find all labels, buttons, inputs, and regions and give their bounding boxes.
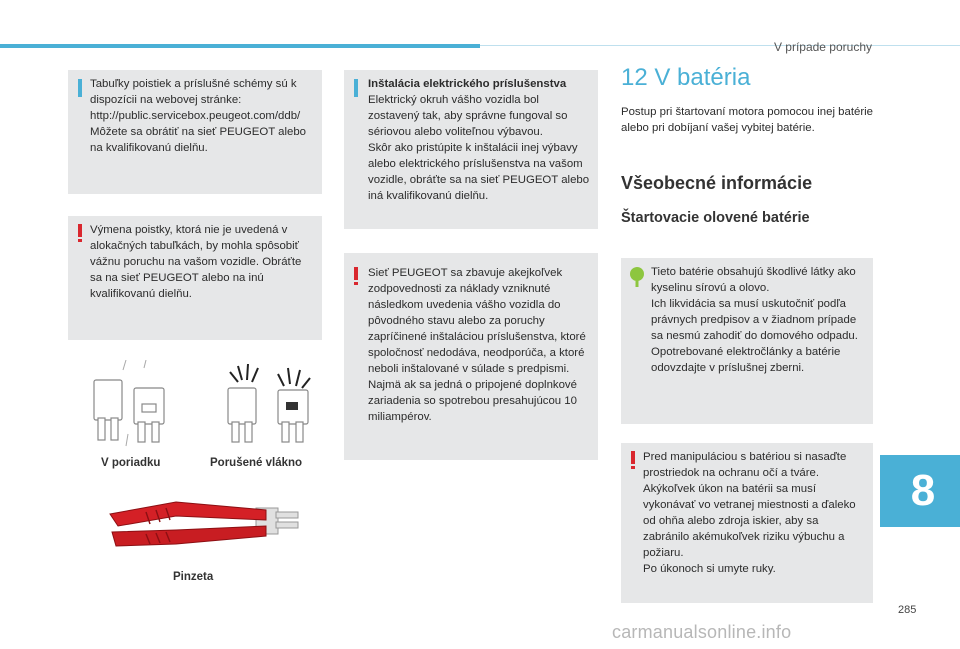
- fuse-warning-box: [68, 216, 322, 340]
- section-title: V prípade poruchy: [773, 40, 872, 54]
- page-number: 285: [898, 604, 917, 616]
- lead-battery-heading: Štartovacie olovené batérie: [621, 210, 810, 226]
- header-line: [480, 45, 960, 46]
- warning-icon: [631, 451, 635, 469]
- warning-icon: [354, 267, 358, 285]
- accessory-text: Elektrický okruh vášho vozidla bol zostavený tak, aby správne fungoval so sériovou alebo voliteľnou výbavou. Skôr ako pristúpite k inštalácii inej výbavy alebo elektrického príslušenstva na vašom vozidle, obráťte sa na sieť PEUGEOT alebo iná kvalifikovanú dielňu.: [368, 94, 590, 202]
- info-icon: [354, 79, 358, 97]
- liability-text: Sieť PEUGEOT sa zbavuje akejkoľvek zodpovednosti za náklady vzniknuté následkom uvedenia vášho vozidla do pôvodného stavu alebo za poruchy zapríčinené inštaláciou príslušenstva, ktoré spoločnosť nedodáva, neodporúča, a ktoré neboli inštalované v súlade s predpismi. Najmä ak sa jedná o pripojené doplnkové zariadenia so spotrebou presahujúcou 10 miliampérov.: [368, 267, 586, 423]
- accessory-info-box: [344, 70, 598, 229]
- general-info-heading: Všeobecné informácie: [621, 173, 813, 193]
- chapter-tab: 8: [880, 455, 960, 527]
- fuse-broken-label: Porušené vlákno: [210, 457, 303, 469]
- watermark: carmanualsonline.info: [612, 622, 792, 642]
- tree-icon: [627, 266, 647, 288]
- liability-warning-box: [344, 253, 598, 460]
- battery-warning-box: [621, 443, 873, 603]
- fuse-ok-label: V poriadku: [101, 457, 161, 469]
- battery-warning-text: Pred manipuláciou s batériou si nasaďte prostriedok na ochranu očí a tváre. Akýkoľvek úkon na batérii sa musí vykonávať vo vetranej miestnosti a ďaleko od ohňa alebo zdroja iskier, aby sa zabránilo akémukoľvek riziku výbuchu a požiaru. Po úkonoch si umyte ruky.: [643, 451, 856, 575]
- tweezers-label: Pinzeta: [173, 571, 214, 583]
- environment-box: [621, 258, 873, 424]
- fuse-table-info-box: [68, 70, 322, 194]
- fuse-ok-illustration: [86, 360, 176, 450]
- tweezers-illustration: [106, 492, 306, 554]
- info-box-text: Tabuľky poistiek a príslušné schémy sú k dispozícii na webovej stránke: http://public.servicebox.peugeot.com/ddb/ Môžete sa obrátiť na sieť PEUGEOT alebo na kvalifikovanú dielňu.: [90, 78, 306, 154]
- info-icon: [78, 79, 82, 97]
- fuse-broken-illustration: [218, 360, 318, 450]
- warning-box-text: Výmena poistky, ktorá nie je uvedená v alokačných tabuľkách, by mohla spôsobiť vážnu poruchu na vašom vozidle. Obráťte sa na sieť PEUGEOT alebo na inú kvalifikovanú dielňu.: [90, 224, 302, 300]
- battery-heading: 12 V batéria: [621, 64, 751, 91]
- accessory-title: Inštalácia elektrického príslušenstva: [368, 78, 567, 90]
- header-accent-bar: [0, 44, 480, 48]
- environment-text: Tieto batérie obsahujú škodlivé látky ako kyselinu sírovú a olovo. Ich likvidácia sa musí uskutočniť podľa právnych predpisov a v žiadnom prípade sa nesmú zahodiť do domového odpadu. Opotrebované elektročlánky a batérie odovzdajte v príslušnej zberni.: [651, 266, 858, 374]
- warning-icon: [78, 224, 82, 242]
- battery-intro: Postup pri štartovaní motora pomocou inej batérie alebo pri dobíjaní vašej vybitej batérie.: [621, 106, 873, 134]
